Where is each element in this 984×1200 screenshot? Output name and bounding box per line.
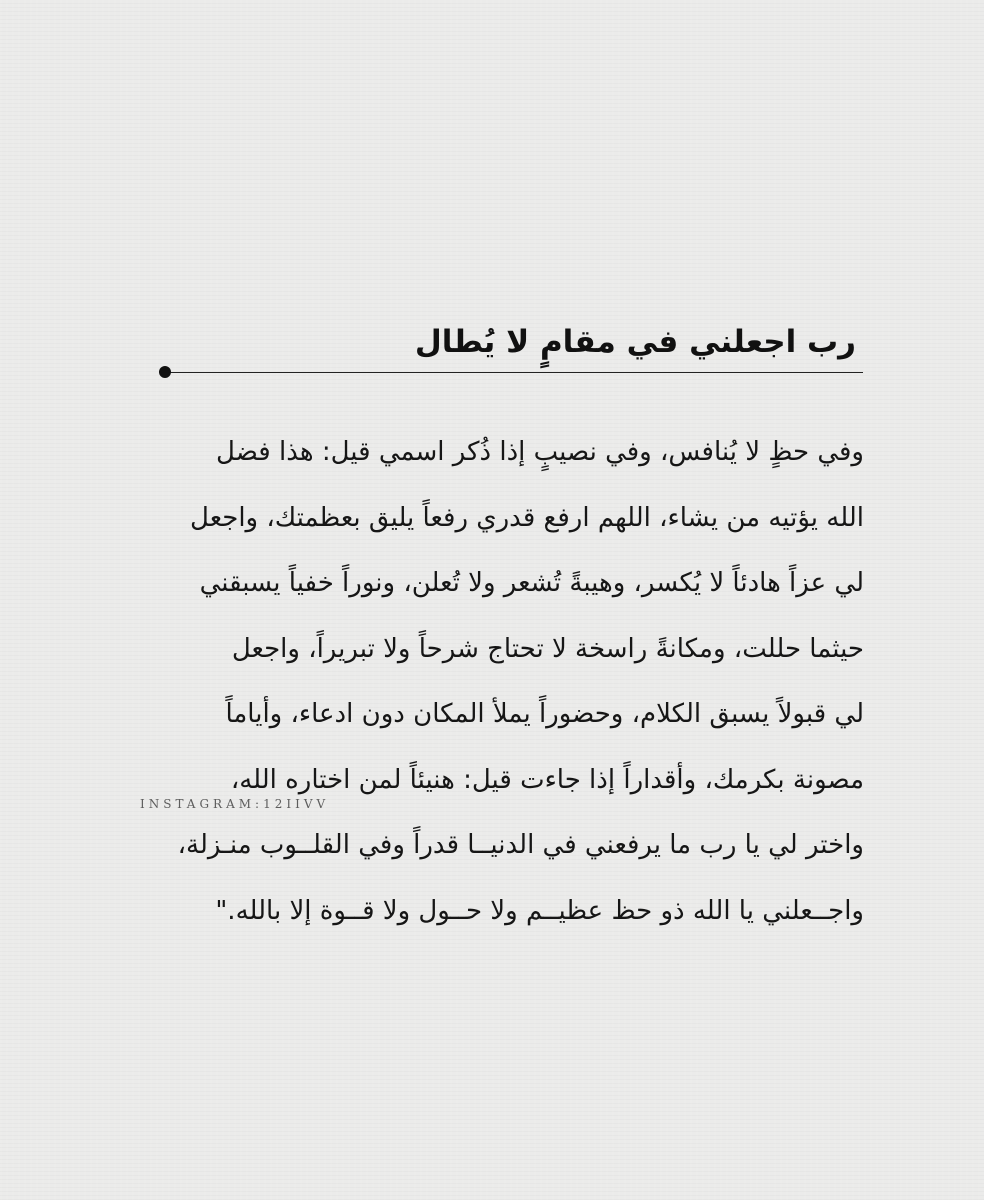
quote-line: واختر لي يا رب ما يرفعني في الدنيــا قدراً وفي القلــوب منـزلة، <box>177 830 864 860</box>
quote-line: واجــعلني يا الله ذو حظ عظيــم ولا حــول ولا قــوة إلا بالله." <box>215 895 864 926</box>
quote-line: لي عزاً هادئاً لا يُكسر، وهيبةً تُشعر ولا تُعلن، ونوراً خفياً يسبقني <box>199 568 864 598</box>
divider-dot <box>159 366 171 378</box>
title-divider <box>166 372 863 373</box>
quote-line: حيثما حللت، ومكانةً راسخة لا تحتاج شرحاً ولا تبريراً، واجعل <box>231 633 864 664</box>
quote-title: رب اجعلني في مقامٍ لا يُطال <box>414 324 856 360</box>
instagram-watermark: INSTAGRAM:12IIVV <box>140 797 330 811</box>
quote-line: لي قبولاً يسبق الكلام، وحضوراً يملأ المكان دون ادعاء، وأياماً <box>225 699 864 729</box>
quote-body <box>144 425 864 949</box>
quote-line: مصونة بكرمك، وأقداراً إذا جاءت قيل: هنيئاً لمن اختاره الله، <box>230 764 864 795</box>
quote-line: وفي حظٍ لا يُنافس، وفي نصيبٍ إذا ذُكر اسمي قيل: هذا فضل <box>216 437 864 467</box>
quote-line: الله يؤتيه من يشاء، اللهم ارفع قدري رفعاً يليق بعظمتك، واجعل <box>190 502 864 533</box>
